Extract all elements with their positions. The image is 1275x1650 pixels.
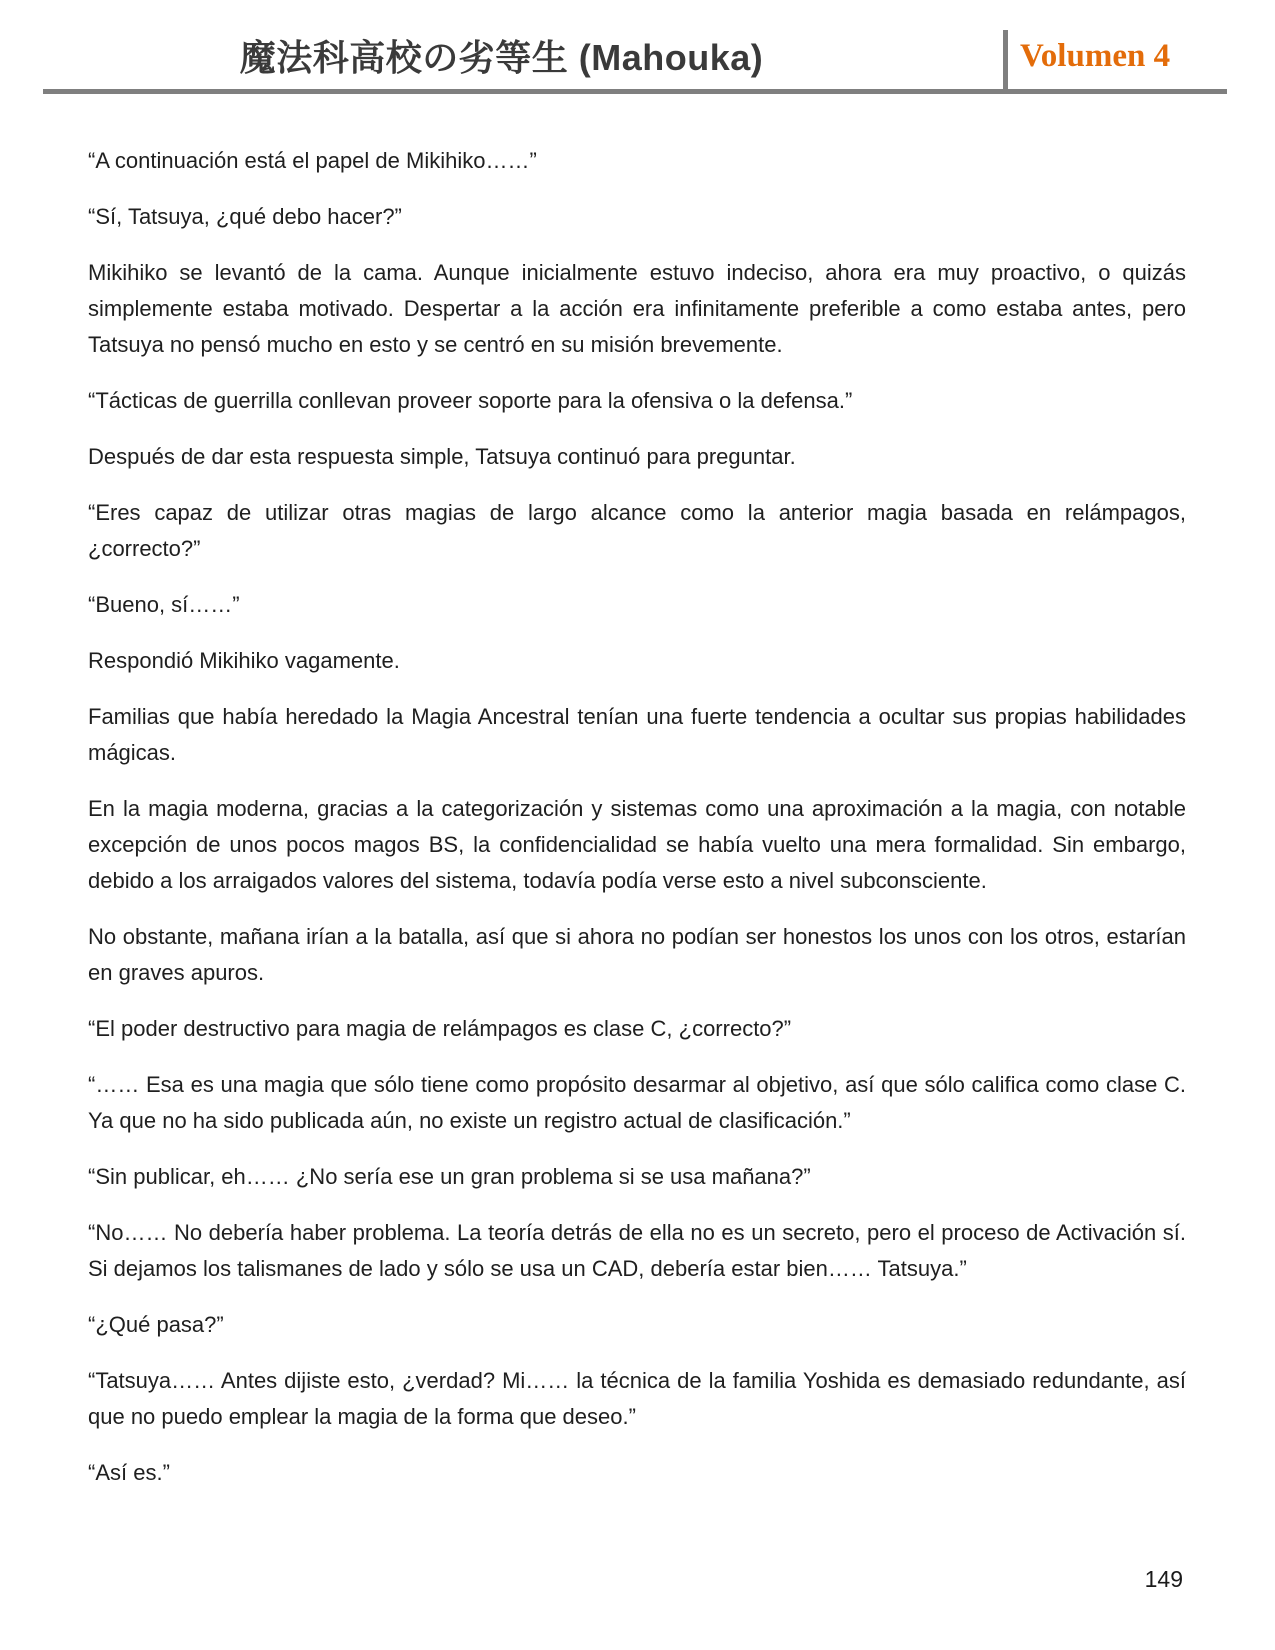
paragraph: Familias que había heredado la Magia Ancestral tenían una fuerte tendencia a ocultar sus propias habilidades mágicas.: [88, 704, 1186, 765]
paragraph: Mikihiko se levantó de la cama. Aunque inicialmente estuvo indeciso, ahora era muy proactivo, o quizás simplemente estaba motivado. Despertar a la acción era infinitamente preferible a como estaba antes, pero Tatsuya no pensó mucho en esto y se centró en su misión brevemente.: [88, 260, 1186, 357]
paragraph: “Bueno, sí……”: [88, 592, 240, 617]
header-divider: [1003, 30, 1008, 92]
paragraph: “El poder destructivo para magia de relámpagos es clase C, ¿correcto?”: [88, 1016, 792, 1041]
paragraph: Respondió Mikihiko vagamente.: [88, 648, 400, 673]
paragraph: En la magia moderna, gracias a la categorización y sistemas como una aproximación a la magia, con notable excepción de unos pocos magos BS, la confidencialidad se había vuelto una mera formalidad. Sin embargo, debido a los arraigados valores del sistema, todavía podía verse esto a nivel subconsciente.: [88, 796, 1186, 893]
page-title: 魔法科高校の劣等生 (Mahouka): [239, 36, 764, 78]
page-number: 149: [1144, 1566, 1183, 1592]
paragraph: “¿Qué pasa?”: [88, 1312, 224, 1337]
paragraph: No obstante, mañana irían a la batalla, así que si ahora no podían ser honestos los unos con los otros, estarían en graves apuros.: [88, 924, 1186, 985]
paragraph: “Eres capaz de utilizar otras magias de largo alcance como la anterior magia basada en relámpagos, ¿correcto?”: [88, 500, 1186, 561]
page-body: [88, 143, 1186, 1511]
paragraph: “Tácticas de guerrilla conllevan proveer soporte para la ofensiva o la defensa.”: [88, 388, 853, 413]
paragraph: “Tatsuya…… Antes dijiste esto, ¿verdad? Mi…… la técnica de la familia Yoshida es demasiado redundante, así que no puedo emplear la magia de la forma que deseo.”: [88, 1368, 1186, 1429]
header-rule: [43, 89, 1227, 94]
paragraph: “Sin publicar, eh…… ¿No sería ese un gran problema si se usa mañana?”: [88, 1164, 811, 1189]
paragraph: Después de dar esta respuesta simple, Tatsuya continuó para preguntar.: [88, 444, 796, 469]
paragraph: “…… Esa es una magia que sólo tiene como propósito desarmar al objetivo, así que sólo califica como clase C. Ya que no ha sido publicada aún, no existe un registro actual de clasificación.”: [88, 1072, 1186, 1133]
page-header: [0, 0, 1275, 94]
paragraph: “A continuación está el papel de Mikihiko……”: [88, 148, 537, 173]
paragraph: “No…… No debería haber problema. La teoría detrás de ella no es un secreto, pero el proceso de Activación sí. Si dejamos los talismanes de lado y sólo se usa un CAD, debería estar bien…… Tatsuya.”: [88, 1220, 1186, 1281]
paragraph: “Así es.”: [88, 1460, 170, 1485]
paragraph: “Sí, Tatsuya, ¿qué debo hacer?”: [88, 204, 402, 229]
volume-label: Volumen 4: [1020, 37, 1171, 74]
